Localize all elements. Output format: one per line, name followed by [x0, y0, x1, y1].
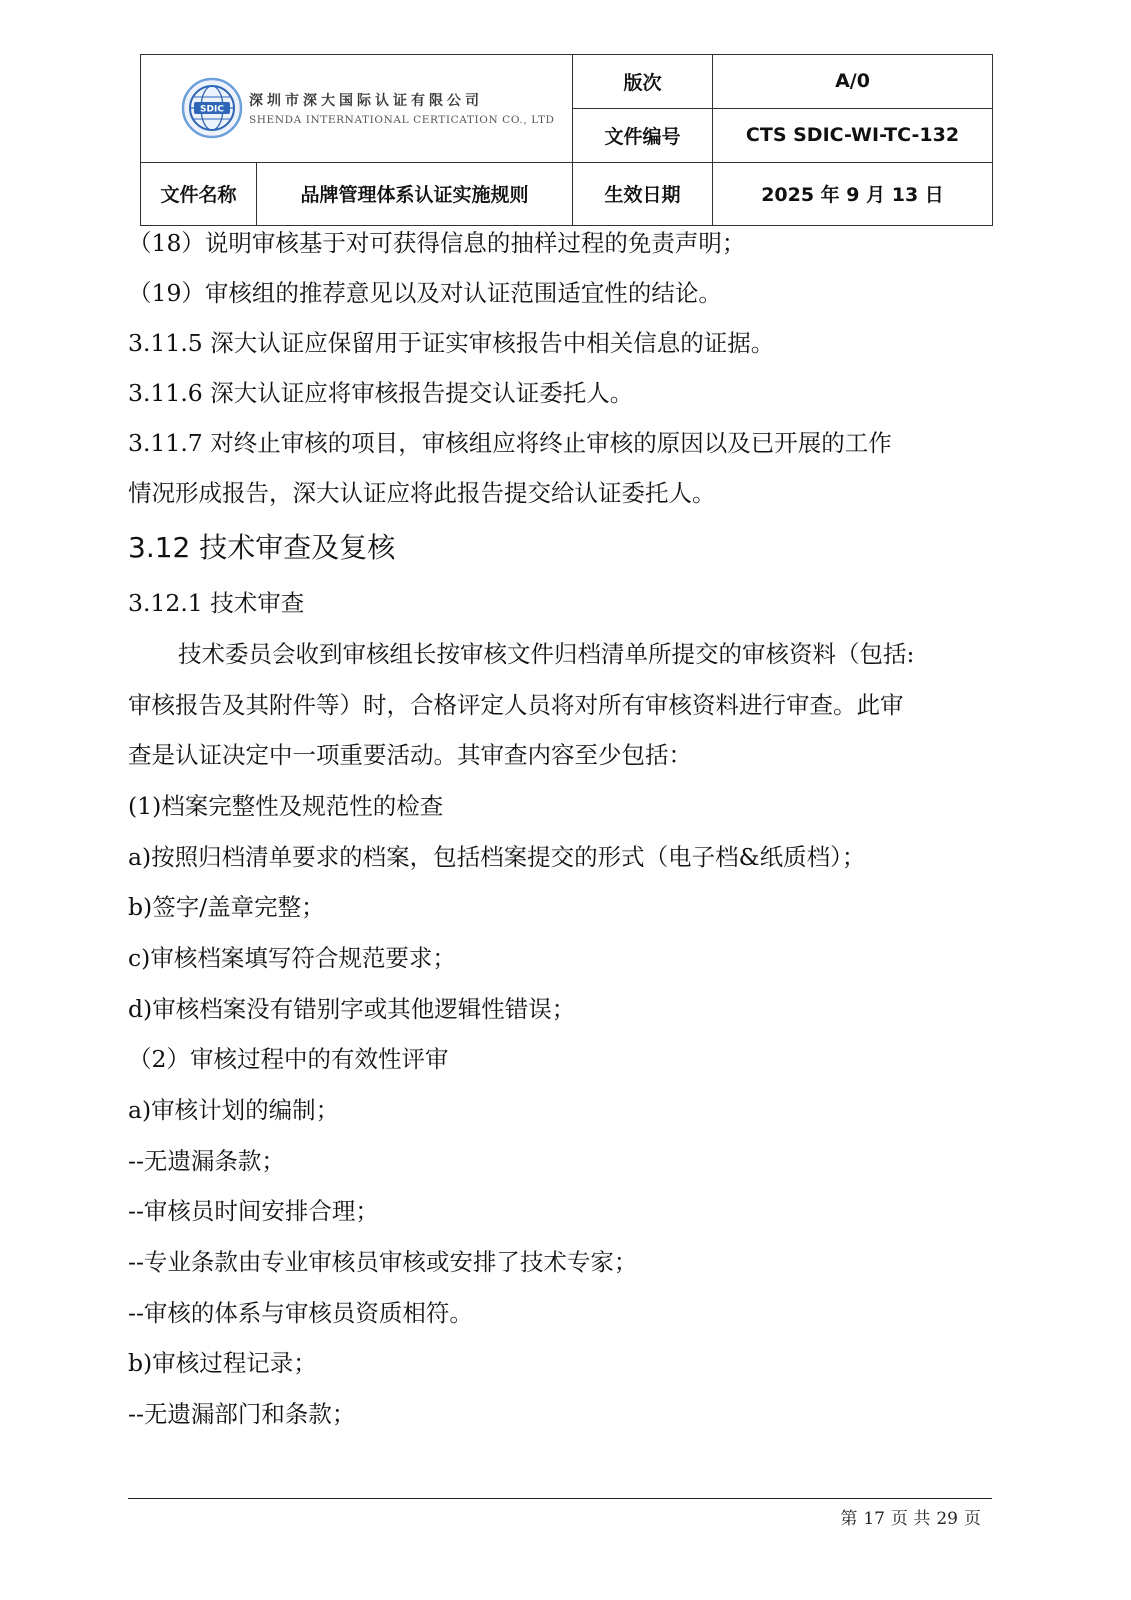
body-line: 3.11.5 深大认证应保留用于证实审核报告中相关信息的证据。: [128, 329, 775, 357]
list-item: a)审核计划的编制；: [128, 1096, 340, 1124]
company-logo-cell: [141, 55, 573, 163]
list-item: c)审核档案填写符合规范要求；: [128, 944, 456, 972]
doc-name-label: 文件名称: [141, 162, 257, 225]
section-heading: 3.12 技术审查及复核: [128, 531, 396, 564]
list-item: a)按照归档清单要求的档案，包括档案提交的形式（电子档&纸质档）；: [128, 843, 866, 871]
list-item: --审核员时间安排合理；: [128, 1197, 379, 1225]
effective-date-value: 2025 年 9 月 13 日: [713, 162, 993, 225]
list-item: --专业条款由专业审核员审核或安排了技术专家；: [128, 1248, 638, 1276]
doc-name-value: 品牌管理体系认证实施规则: [257, 162, 573, 225]
page-prefix: 第: [840, 1509, 858, 1529]
company-name-en: SHENDA INTERNATIONAL CERTICATION CO., LTD: [249, 114, 555, 127]
current-page: 17: [863, 1509, 885, 1529]
page-suffix: 页: [964, 1509, 981, 1529]
list-item: --无遗漏条款；: [128, 1147, 285, 1175]
effective-date-label: 生效日期: [573, 162, 713, 225]
list-item: b)审核过程记录；: [128, 1349, 317, 1377]
list-item: b)签字/盖章完整；: [128, 893, 325, 921]
total-pages: 29: [936, 1509, 958, 1529]
body-line: 3.11.7 对终止审核的项目，审核组应将终止审核的原因以及已开展的工作: [128, 429, 892, 457]
paragraph-line: 查是认证决定中一项重要活动。其审查内容至少包括：: [128, 741, 692, 769]
paragraph-line: 技术委员会收到审核组长按审核文件归档清单所提交的审核资料（包括:: [178, 640, 915, 668]
doc-number-label: 文件编号: [573, 108, 713, 162]
version-label: 版次: [573, 55, 713, 109]
subsection-heading: 3.12.1 技术审查: [128, 589, 305, 617]
body-line: 情况形成报告，深大认证应将此报告提交给认证委托人。: [128, 479, 716, 507]
body-line: （19）审核组的推荐意见以及对认证范围适宜性的结论。: [128, 279, 722, 307]
company-name-cn: 深圳市深大国际认证有限公司: [249, 93, 483, 110]
page-number: [840, 1504, 981, 1529]
footer-rule: [128, 1498, 992, 1499]
doc-number-value: CTS SDIC-WI-TC-132: [713, 108, 993, 162]
body-line: 3.11.6 深大认证应将审核报告提交认证委托人。: [128, 379, 634, 407]
list-item: --无遗漏部门和条款；: [128, 1400, 356, 1428]
page-middle: 页 共: [890, 1509, 931, 1529]
list-item: d)审核档案没有错别字或其他逻辑性错误；: [128, 995, 576, 1023]
version-value: A/0: [713, 55, 993, 109]
body-line: （18）说明审核基于对可获得信息的抽样过程的免责声明；: [128, 229, 746, 257]
list-item: (1)档案完整性及规范性的检查: [128, 792, 444, 820]
logo-letters: SDIC: [200, 104, 224, 115]
list-item: （2）审核过程中的有效性评审: [128, 1045, 449, 1073]
document-header-table: [140, 54, 993, 226]
paragraph-line: 审核报告及其附件等）时，合格评定人员将对所有审核资料进行审查。此审: [128, 691, 904, 719]
list-item: --审核的体系与审核员资质相符。: [128, 1299, 473, 1327]
company-logo-icon: [181, 77, 243, 139]
